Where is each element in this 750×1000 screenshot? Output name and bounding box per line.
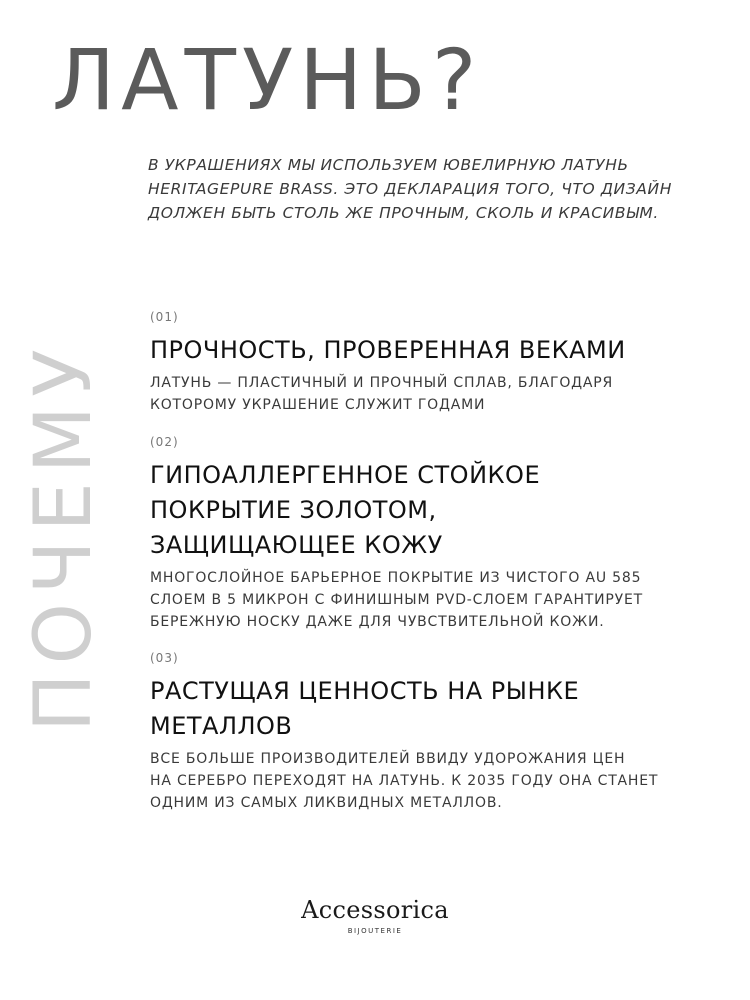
section-title [150, 333, 720, 368]
section-hypoallergenic [150, 434, 720, 633]
section-market-value [150, 650, 720, 814]
section-durability [150, 309, 720, 416]
section-number: (03) [150, 651, 179, 665]
section-title-line: МЕТАЛЛОВ [150, 712, 293, 740]
section-body [150, 567, 720, 633]
section-title-line: ПОКРЫТИЕ ЗОЛОТОМ, [150, 496, 437, 524]
intro-line: HERITAGEPURE BRASS. ЭТО ДЕКЛАРАЦИЯ ТОГО, ЧТО ДИЗАЙН [148, 180, 672, 198]
section-title-line: РАСТУЩАЯ ЦЕННОСТЬ НА РЫНКЕ [150, 677, 580, 705]
brand-logo [250, 896, 500, 935]
section-body-line: БЕРЕЖНУЮ НОСКУ ДАЖЕ ДЛЯ ЧУВСТВИТЕЛЬНОЙ КОЖИ. [150, 614, 605, 630]
intro-line: ДОЛЖЕН БЫТЬ СТОЛЬ ЖЕ ПРОЧНЫМ, СКОЛЬ И КРАСИВЫМ. [148, 204, 659, 222]
section-title [150, 458, 720, 563]
intro-text [148, 153, 708, 225]
intro-line: В УКРАШЕНИЯХ МЫ ИСПОЛЬЗУЕМ ЮВЕЛИРНУЮ ЛАТУНЬ [148, 156, 629, 174]
page-title: ЛАТУНЬ? [52, 31, 483, 129]
section-title-line: ГИПОАЛЛЕРГЕННОЕ СТОЙКОЕ [150, 461, 541, 489]
section-body-line: МНОГОСЛОЙНОЕ БАРЬЕРНОЕ ПОКРЫТИЕ ИЗ ЧИСТОГО AU 585 [150, 570, 642, 586]
brand-name: Accessorica [301, 896, 449, 924]
section-title-line: ЗАЩИЩАЮЩЕЕ КОЖУ [150, 531, 443, 559]
section-body-line: ЛАТУНЬ — ПЛАСТИЧНЫЙ И ПРОЧНЫЙ СПЛАВ, БЛАГОДАРЯ [150, 375, 614, 391]
section-body-line: СЛОЕМ В 5 МИКРОН С ФИНИШНЫМ PVD-СЛОЕМ ГАРАНТИРУЕТ [150, 592, 643, 608]
section-number: (01) [150, 310, 179, 324]
section-body-line: ВСЕ БОЛЬШЕ ПРОИЗВОДИТЕЛЕЙ ВВИДУ УДОРОЖАНИЯ ЦЕН [150, 751, 626, 767]
vertical-title: ПОЧЕМУ [19, 340, 109, 732]
section-body [150, 372, 720, 416]
section-body [150, 748, 720, 814]
section-title [150, 674, 720, 744]
section-body-line: ОДНИМ ИЗ САМЫХ ЛИКВИДНЫХ МЕТАЛЛОВ. [150, 795, 503, 811]
section-body-line: НА СЕРЕБРО ПЕРЕХОДЯТ НА ЛАТУНЬ. К 2035 ГОДУ ОНА СТАНЕТ [150, 773, 659, 789]
section-number: (02) [150, 435, 179, 449]
section-title-line: ПРОЧНОСТЬ, ПРОВЕРЕННАЯ ВЕКАМИ [150, 336, 626, 364]
section-body-line: КОТОРОМУ УКРАШЕНИЕ СЛУЖИТ ГОДАМИ [150, 397, 486, 413]
brand-tagline: BIJOUTERIE [347, 927, 403, 935]
